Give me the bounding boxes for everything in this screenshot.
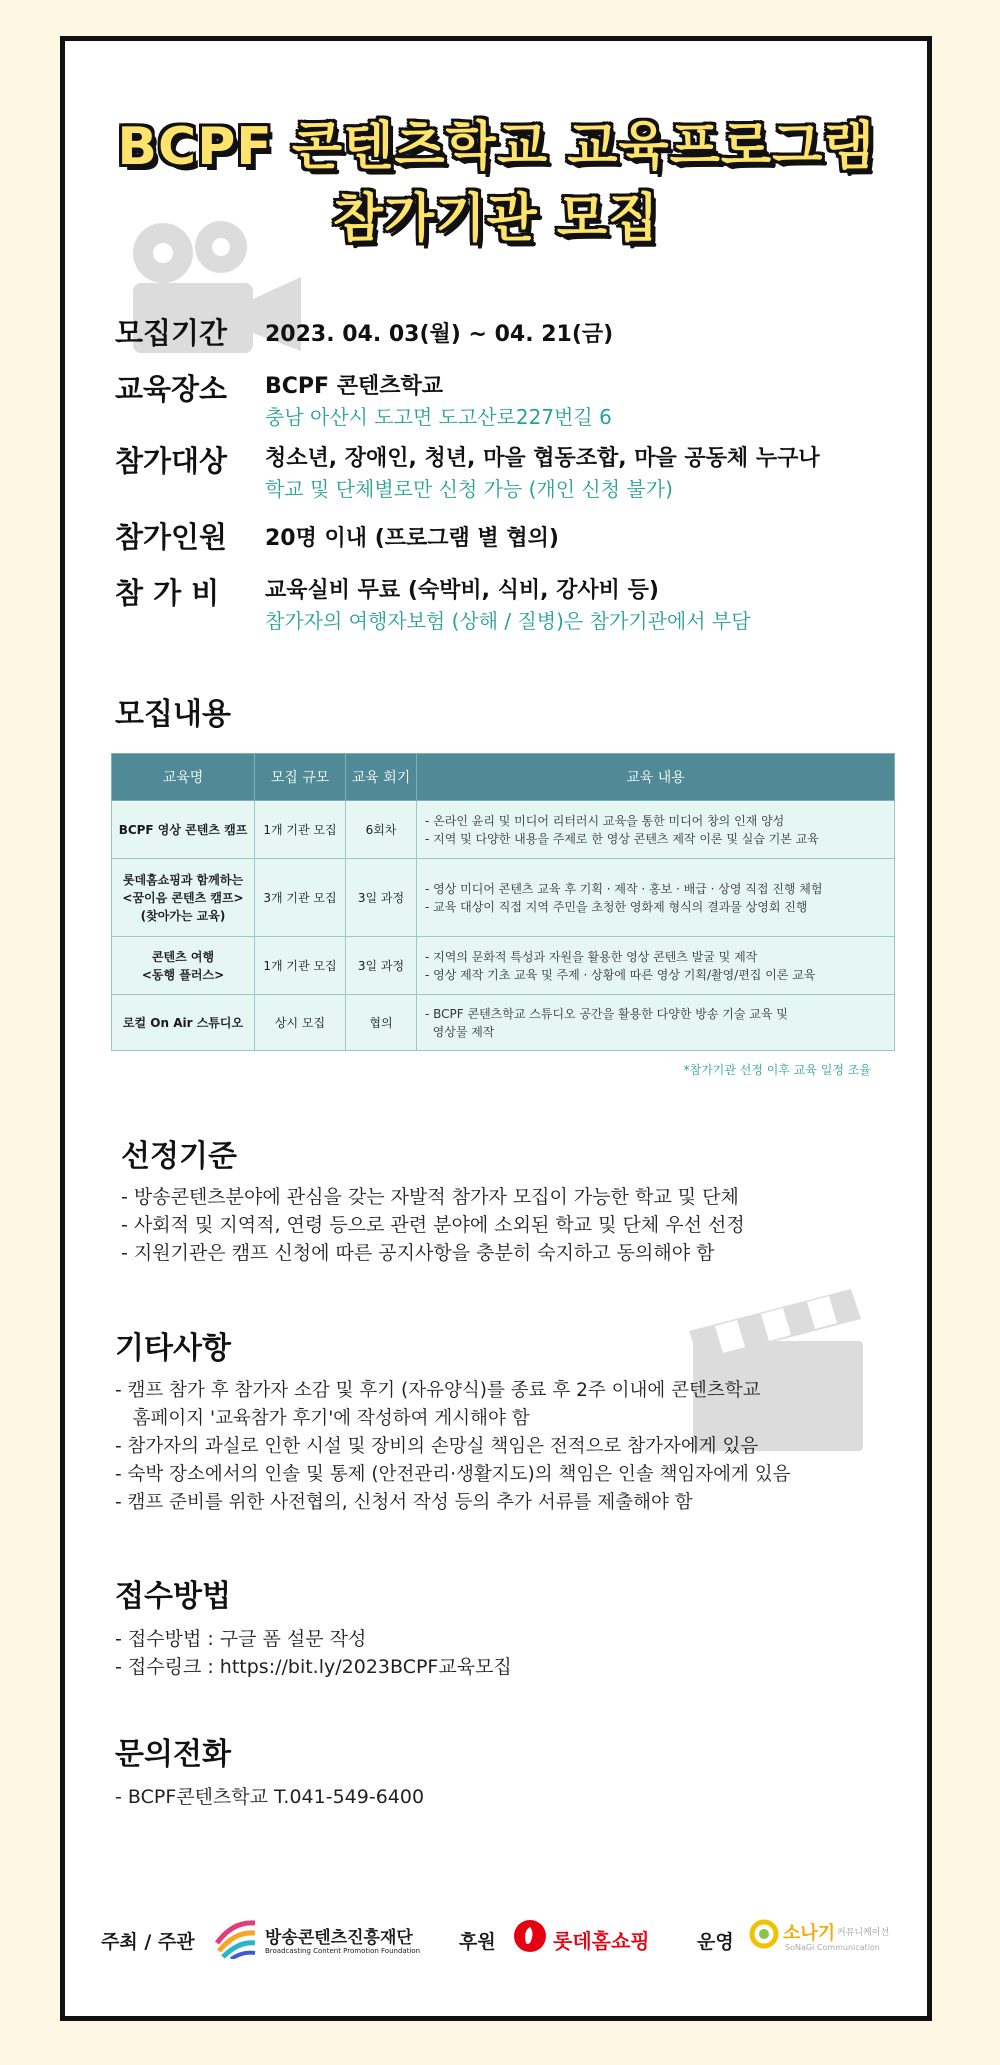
content-line: - BCPF 콘텐츠학교 스튜디오 공간을 활용한 다양한 방송 기술 교육 및 xyxy=(425,1006,788,1021)
criteria-heading: 선정기준 xyxy=(121,1139,237,1174)
program-name-line: (찾아가는 교육) xyxy=(140,908,226,923)
program-name: BCPF 영상 콘텐츠 캠프 xyxy=(112,801,255,859)
recruit-table xyxy=(111,753,895,1051)
column-header: 교육명 xyxy=(112,754,255,801)
program-session: 3일 과정 xyxy=(346,937,417,995)
program-name: 로컬 On Air 스튜디오 xyxy=(112,995,255,1051)
program-content xyxy=(417,995,895,1051)
info-label: 참 가 비 xyxy=(115,576,220,610)
criteria-list xyxy=(121,1183,745,1267)
apply-heading: 접수방법 xyxy=(115,1579,231,1614)
program-name xyxy=(112,937,255,995)
operator-name: 소나기 xyxy=(783,1923,836,1944)
table-row xyxy=(112,937,895,995)
list-item: - 캠프 참가 후 참가자 소감 및 후기 (자유양식)를 종료 후 2주 이내에 콘텐츠학교 xyxy=(115,1380,761,1401)
content-line: - 교육 대상이 직접 지역 주민을 초청한 영화제 형식의 결과물 상영회 진행 xyxy=(425,899,808,914)
contact-list xyxy=(115,1783,424,1811)
program-name-line: <꿈이음 콘텐츠 캠프> xyxy=(122,890,244,905)
sponsor-name: 롯데홈쇼핑 xyxy=(553,1929,650,1953)
info-sub: 학교 및 단체별로만 신청 가능 (개인 신청 불가) xyxy=(265,477,673,501)
page-title xyxy=(65,111,927,255)
content-line: 영상물 제작 xyxy=(425,1024,495,1039)
info-sub: 충남 아산시 도고면 도고산로227번길 6 xyxy=(265,405,612,429)
list-item: - 캠프 준비를 위한 사전협의, 신청서 작성 등의 추가 서류를 제출해야 함 xyxy=(115,1492,693,1513)
content-line: - 영상 제작 기초 교육 및 주제 · 상황에 따른 영상 기획/촬영/편집 이론 교육 xyxy=(425,967,816,982)
table-row xyxy=(112,995,895,1051)
table-row xyxy=(112,859,895,937)
program-session: 6회차 xyxy=(346,801,417,859)
host-name: 방송콘텐츠진흥재단 xyxy=(265,1928,413,1948)
program-scale: 1개 기관 모집 xyxy=(255,801,346,859)
etc-heading: 기타사항 xyxy=(115,1331,231,1366)
host-label: 주최 / 주관 xyxy=(101,1931,195,1953)
operator-name-en: SoNaGi Communication xyxy=(785,1943,880,1952)
info-value: 2023. 04. 03(월) ~ 04. 21(금) xyxy=(265,322,614,347)
title-line-2: 참가기관 모집 xyxy=(332,189,660,249)
list-item: - 사회적 및 지역적, 연령 등으로 관련 분야에 소외된 학교 및 단체 우선 선정 xyxy=(121,1214,745,1236)
poster xyxy=(60,36,932,2021)
lotte-logo-icon xyxy=(513,1919,547,1953)
table-header-row xyxy=(112,754,895,801)
bcpf-logo-icon xyxy=(213,1913,259,1959)
info-value: 교육실비 무료 (숙박비, 식비, 강사비 등) xyxy=(265,578,659,603)
recruit-heading: 모집내용 xyxy=(115,697,231,732)
program-session: 3일 과정 xyxy=(346,859,417,937)
apply-list xyxy=(115,1625,512,1681)
footer-sponsors xyxy=(101,1909,901,1969)
program-content xyxy=(417,937,895,995)
info-value: 청소년, 장애인, 청년, 마을 협동조합, 마을 공동체 누구나 xyxy=(265,446,820,471)
info-label: 참가대상 xyxy=(115,444,228,478)
info-value: BCPF 콘텐츠학교 xyxy=(265,374,443,399)
etc-list xyxy=(115,1377,791,1517)
list-item: - 접수링크 : https://bit.ly/2023BCPF교육모집 xyxy=(115,1656,512,1678)
list-item: 홈페이지 '교육참가 후기'에 작성하여 게시해야 함 xyxy=(115,1408,530,1429)
list-item: - BCPF콘텐츠학교 T.041-549-6400 xyxy=(115,1786,425,1808)
title-line-1: BCPF 콘텐츠학교 교육프로그램 xyxy=(117,117,875,177)
program-scale: 상시 모집 xyxy=(255,995,346,1051)
contact-heading: 문의전화 xyxy=(115,1737,231,1772)
program-name-line: <동행 플러스> xyxy=(141,967,225,982)
list-item: - 숙박 장소에서의 인솔 및 통제 (안전관리·생활지도)의 책임은 인솔 책임자에게 있음 xyxy=(115,1464,791,1485)
sponsor-label: 후원 xyxy=(459,1931,496,1953)
program-scale: 3개 기관 모집 xyxy=(255,859,346,937)
program-content xyxy=(417,801,895,859)
program-name-line: 콘텐츠 여행 xyxy=(151,949,215,964)
program-session: 협의 xyxy=(346,995,417,1051)
info-label: 교육장소 xyxy=(115,372,228,406)
schedule-note: *참가기관 선정 이후 교육 일정 조율 xyxy=(683,1063,871,1077)
list-item: - 지원기관은 캠프 신청에 따른 공지사항을 충분히 숙지하고 동의해야 함 xyxy=(121,1242,715,1264)
table-row xyxy=(112,801,895,859)
program-name-line: 롯데홈쇼핑과 함께하는 xyxy=(122,872,244,887)
info-value: 20명 이내 (프로그램 별 협의) xyxy=(265,526,559,551)
list-item: - 참가자의 과실로 인한 시설 및 장비의 손망실 책임은 전적으로 참가자에게 있음 xyxy=(115,1436,759,1457)
program-content xyxy=(417,859,895,937)
column-header: 교육 회기 xyxy=(346,754,417,801)
info-sub: 참가자의 여행자보험 (상해 / 질병)은 참가기관에서 부담 xyxy=(265,609,751,633)
info-label: 참가인원 xyxy=(115,520,228,554)
list-item: - 방송콘텐츠분야에 관심을 갖는 자발적 참가자 모집이 가능한 학교 및 단체 xyxy=(121,1186,739,1208)
content-line: - 온라인 윤리 및 미디어 리터러시 교육을 통한 미디어 창의 인재 양성 xyxy=(425,813,785,828)
list-item: - 접수방법 : 구글 폼 설문 작성 xyxy=(115,1628,367,1650)
column-header: 교육 내용 xyxy=(417,754,895,801)
program-name xyxy=(112,859,255,937)
content-line: - 영상 미디어 콘텐츠 교육 후 기획 · 제작 · 홍보 · 배급 · 상영 직접 진행 체험 xyxy=(425,881,823,896)
host-name-en: Broadcasting Content Promotion Foundation xyxy=(265,1947,421,1955)
operator-sub: 커뮤니케이션 xyxy=(837,1928,890,1938)
content-line: - 지역 및 다양한 내용을 주제로 한 영상 콘텐츠 제작 이론 및 실습 기본 교육 xyxy=(425,831,819,846)
sonagi-logo-icon xyxy=(749,1919,779,1949)
content-line: - 지역의 문화적 특성과 자원을 활용한 영상 콘텐츠 발굴 및 제작 xyxy=(425,949,758,964)
info-label: 모집기간 xyxy=(115,316,228,350)
program-scale: 1개 기관 모집 xyxy=(255,937,346,995)
operator-label: 운영 xyxy=(697,1931,734,1953)
column-header: 모집 규모 xyxy=(255,754,346,801)
